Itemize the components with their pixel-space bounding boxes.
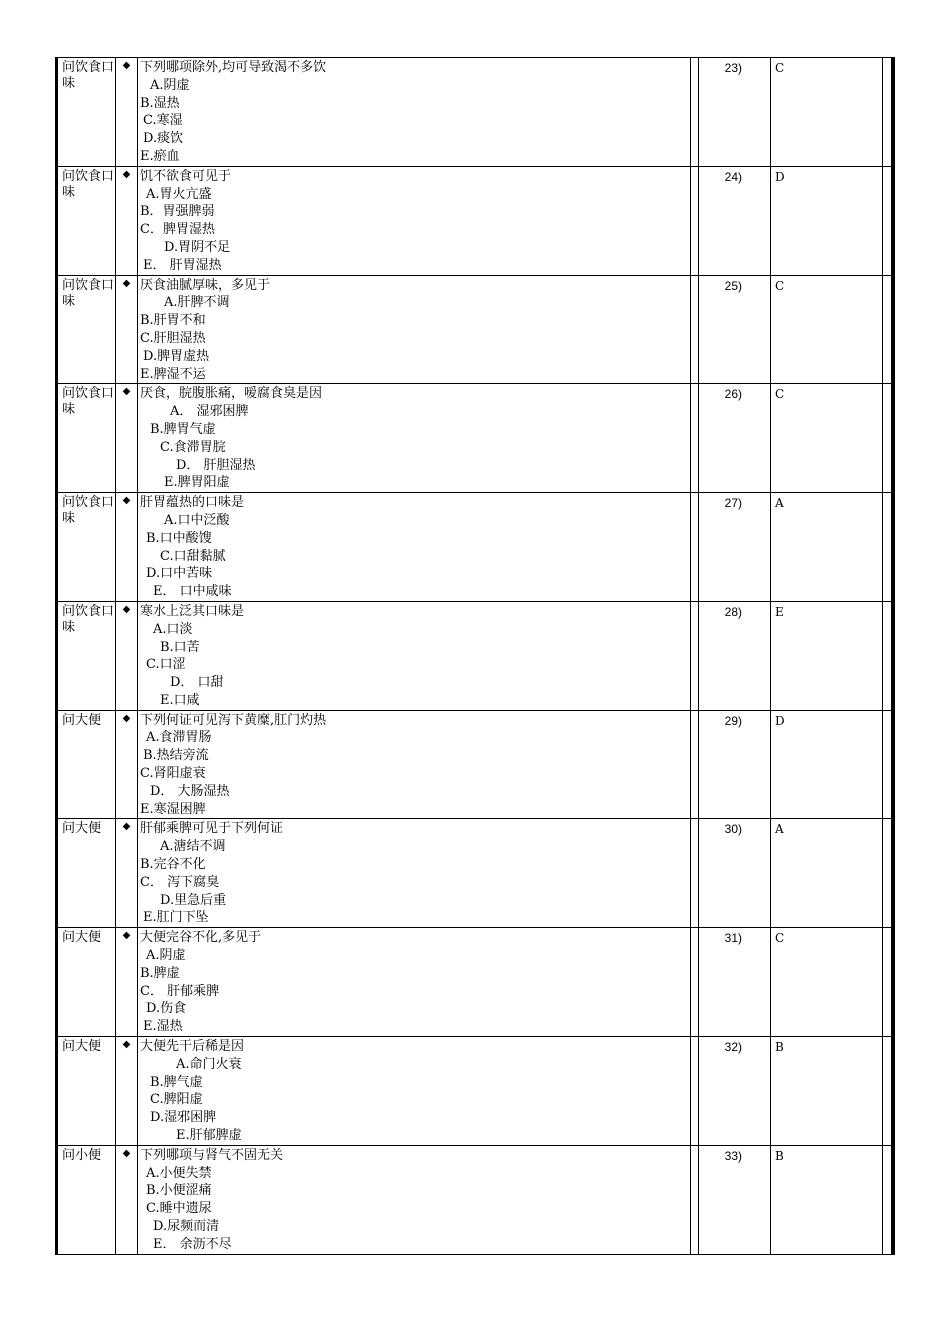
edge-cell [883,601,893,710]
answer-option: A.肝脾不调 [164,295,230,311]
answer-key: C [771,275,883,384]
answer-option: D.尿频而清 [153,1219,220,1234]
category-cell: 问大便 [57,710,116,819]
category-cell: 问饮食口味 [57,58,116,167]
answer-option: A.命门火衰 [176,1056,242,1072]
spacer-cell [691,493,699,602]
category-cell: 问饮食口味 [57,493,116,602]
answer-option: E.肛门下坠 [143,910,209,926]
category-cell: 问大便 [57,819,116,928]
answer-option: D.胃阴不足 [164,239,231,255]
answer-option: D.里急后重 [160,892,227,908]
question-sheet [55,57,891,1255]
question-body [138,384,691,493]
question-stem: 饥不欲食可见于 [140,168,232,184]
answer-key: A [771,819,883,928]
answer-option: C.睡中遗尿 [146,1201,212,1217]
answer-option: C． 肝郁乘脾 [140,983,220,999]
answer-option: E.脾胃阳虚 [164,475,230,491]
answer-option: C.寒湿 [143,113,183,129]
edge-cell [883,275,893,384]
spacer-cell [691,166,699,275]
question-number: 31) [699,928,771,1037]
edge-cell [883,493,893,602]
category-cell: 问小便 [57,1145,116,1254]
diamond-bullet-icon: ◆ [116,819,138,928]
answer-key: D [771,710,883,819]
diamond-bullet-icon: ◆ [116,58,138,167]
spacer-cell [691,58,699,167]
question-number: 33) [699,1145,771,1254]
category-cell: 问大便 [57,1037,116,1146]
spacer-cell [691,928,699,1037]
answer-option: B.热结旁流 [143,748,209,764]
question-body [138,275,691,384]
answer-option: E． 余沥不尽 [153,1236,232,1252]
answer-key: C [771,928,883,1037]
answer-option: D.口中苦味 [146,566,213,582]
answer-key: D [771,166,883,275]
question-body [138,166,691,275]
answer-option: B．胃强脾弱 [140,204,215,220]
question-table [55,57,895,1255]
edge-cell [883,928,893,1037]
edge-cell [883,166,893,275]
answer-option: E.寒湿困脾 [140,801,206,817]
spacer-cell [691,384,699,493]
category-cell: 问饮食口味 [57,384,116,493]
question-stem: 肝郁乘脾可见于下列何证 [140,821,284,837]
answer-option: A.口中泛酸 [164,512,230,528]
edge-cell [883,384,893,493]
answer-option: D.痰饮 [143,131,184,147]
question-stem: 寒水上泛其口味是 [140,603,245,619]
answer-key: B [771,1145,883,1254]
answer-key: C [771,58,883,167]
answer-key: E [771,601,883,710]
diamond-bullet-icon: ◆ [116,384,138,493]
answer-option: E.肝郁脾虚 [176,1128,242,1144]
diamond-bullet-icon: ◆ [116,710,138,819]
question-body [138,928,691,1037]
question-stem: 下列何证可见泻下黄糜,肛门灼热 [140,712,327,728]
question-row [57,928,893,1037]
answer-option: B.口苦 [160,639,200,655]
answer-option: D． 肝胆湿热 [176,457,256,473]
answer-option: C.口涩 [146,657,186,673]
diamond-bullet-icon: ◆ [116,928,138,1037]
question-stem: 大便完谷不化,多见于 [140,930,262,946]
question-stem: 大便先干后稀是因 [140,1039,245,1055]
question-row [57,819,893,928]
answer-option: C.食滞胃脘 [160,439,226,455]
answer-key: C [771,384,883,493]
question-stem: 厌食油腻厚味，多见于 [140,277,271,293]
answer-option: C．脾胃湿热 [140,222,215,238]
spacer-cell [691,601,699,710]
question-body [138,58,691,167]
diamond-bullet-icon: ◆ [116,601,138,710]
question-number: 26) [699,384,771,493]
question-number: 30) [699,819,771,928]
spacer-cell [691,1037,699,1146]
answer-option: D． 大肠湿热 [150,783,230,799]
spacer-cell [691,1145,699,1254]
diamond-bullet-icon: ◆ [116,493,138,602]
diamond-bullet-icon: ◆ [116,1037,138,1146]
answer-option: A.阴虚 [146,948,186,964]
question-row [57,1145,893,1254]
answer-option: A.胃火亢盛 [146,186,212,202]
answer-option: E.湿热 [143,1019,183,1035]
edge-cell [883,1037,893,1146]
question-row [57,384,893,493]
answer-option: D.湿邪困脾 [150,1110,217,1126]
question-stem: 厌食，脘腹胀痛，嗳腐食臭是因 [140,386,323,402]
answer-option: B.脾气虚 [150,1074,203,1090]
answer-option: B.小便涩痛 [146,1183,212,1199]
question-number: 27) [699,493,771,602]
category-cell: 问大便 [57,928,116,1037]
question-number: 28) [699,601,771,710]
spacer-cell [691,275,699,384]
answer-key: A [771,493,883,602]
answer-option: E.瘀血 [140,148,180,164]
category-cell: 问饮食口味 [57,275,116,384]
question-body [138,601,691,710]
edge-cell [883,819,893,928]
answer-option: B.脾胃气虚 [150,421,216,437]
answer-option: A.溏结不调 [160,839,226,855]
answer-option: C.肝胆湿热 [140,330,206,346]
edge-cell [883,1145,893,1254]
question-row [57,58,893,167]
answer-option: C． 泻下腐臭 [140,874,220,890]
answer-option: B.脾虚 [140,965,180,981]
question-row [57,166,893,275]
question-stem: 下列哪项除外,均可导致渴不多饮 [140,60,327,75]
question-body [138,493,691,602]
question-row [57,493,893,602]
question-number: 32) [699,1037,771,1146]
question-body [138,1037,691,1146]
answer-option: E.脾湿不运 [140,366,206,382]
edge-cell [883,58,893,167]
answer-option: B.湿热 [140,95,180,111]
diamond-bullet-icon: ◆ [116,166,138,275]
question-number: 25) [699,275,771,384]
answer-option: D.伤食 [146,1001,187,1017]
question-row [57,601,893,710]
category-cell: 问饮食口味 [57,166,116,275]
answer-option: C.口甜黏腻 [160,548,226,564]
question-row [57,275,893,384]
answer-option: D.脾胃虚热 [143,348,210,364]
answer-option: B.完谷不化 [140,857,206,873]
question-body [138,1145,691,1254]
answer-option: A.口淡 [153,621,193,637]
question-number: 23) [699,58,771,167]
answer-option: A.食滞胃肠 [146,730,212,746]
answer-key: B [771,1037,883,1146]
question-stem: 肝胃蕴热的口味是 [140,495,245,511]
diamond-bullet-icon: ◆ [116,1145,138,1254]
question-number: 24) [699,166,771,275]
spacer-cell [691,819,699,928]
answer-option: E． 肝胃湿热 [143,257,222,273]
answer-option: C.肾阳虚衰 [140,766,206,782]
answer-option: A． 湿邪困脾 [170,404,249,420]
category-cell: 问饮食口味 [57,601,116,710]
answer-option: A.阴虚 [150,77,190,93]
answer-option: B.口中酸馊 [146,530,212,546]
question-body [138,819,691,928]
answer-option: B.肝胃不和 [140,313,206,329]
answer-option: A.小便失禁 [146,1165,212,1181]
answer-option: E.口咸 [160,692,200,708]
diamond-bullet-icon: ◆ [116,275,138,384]
spacer-cell [691,710,699,819]
question-body [138,710,691,819]
answer-option: E． 口中咸味 [153,584,232,600]
question-number: 29) [699,710,771,819]
edge-cell [883,710,893,819]
answer-option: D． 口甜 [170,675,224,691]
question-row [57,710,893,819]
question-row [57,1037,893,1146]
answer-option: C.脾阳虚 [150,1092,203,1108]
question-stem: 下列哪项与肾气不固无关 [140,1147,284,1163]
